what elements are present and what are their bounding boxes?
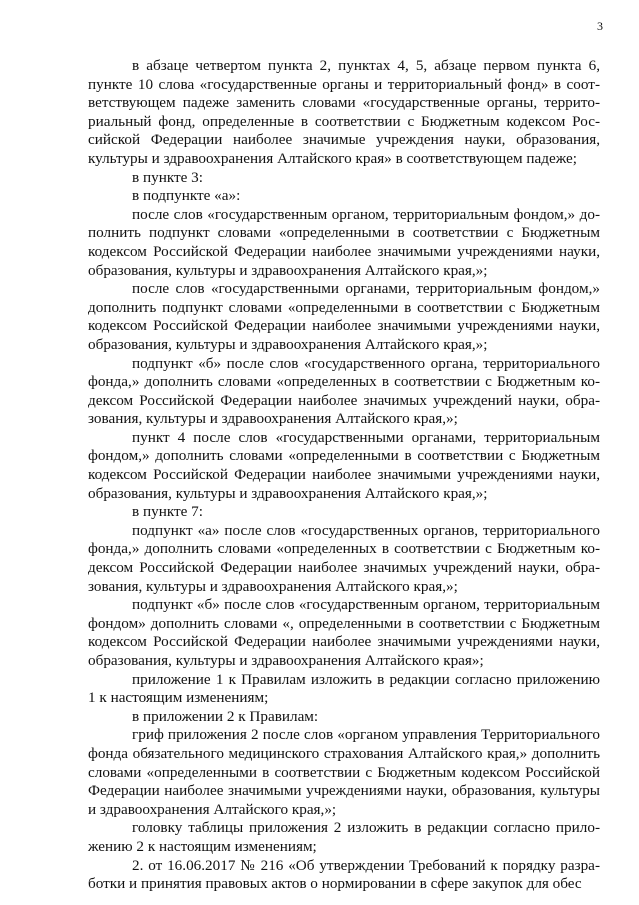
paragraph: после слов «государственными органами, территориальным фондом,» дополнить подпункт словами «определенными в соответствии с Бюджетным кодексом Российской Федерации наиболее значимыми учреждениями науки, образования, культуры и здравоохранения Алтайского края,»; [88, 280, 600, 353]
document-body [88, 57, 600, 894]
paragraph: после слов «государственным органом, территориальным фондом,» дополнить подпункт словами «определенными в соответствии с Бюджетным кодексом Российской Федерации наиболее значимыми учреждениями науки, образования, культуры и здравоохранения Алтайского края,»; [88, 205, 600, 279]
paragraph: в подпункте «а»: [132, 187, 241, 205]
paragraph: подпункт «а» после слов «государственных органов, территориального фонда,» дополнить словами «определенных в соответствии с Бюджетным кодексом Российской Федерации наиболее значимых учреждений науки, образования, культуры и здравоохранения Алтайского края,»; [88, 521, 600, 595]
paragraph: приложение 1 к Правилам изложить в редакции согласно приложению 1 к настоящим изменениям; [88, 670, 600, 707]
paragraph: в пункте 7: [132, 503, 203, 521]
paragraph: подпункт «б» после слов «государственным органом, территориальным фондом» дополнить словами «, определенными в соответствии с Бюджетным кодексом Российской Федерации наиболее значимыми учреждениями науки, образования, культуры и здравоохранения Алтайского края»; [88, 596, 600, 669]
paragraph: пункт 4 после слов «государственными органами, территориальным фондом,» дополнить словами «определенными в соответствии с Бюджетным кодексом Российской Федерации наиболее значимыми учреждениями науки, образования, культуры и здравоохранения Алтайского края,»; [88, 428, 600, 502]
paragraph: головку таблицы приложения 2 изложить в редакции согласно приложению 2 к настоящим изменениям; [88, 819, 600, 855]
paragraph: 2. от 16.06.2017 № 216 «Об утверждении Требований к порядку разработки и принятия правовых актов о нормировании в сфере закупок для обес [88, 856, 600, 893]
paragraph: в абзаце четвертом пункта 2, пунктах 4, 5, абзаце первом пункта 6, пункте 10 слова «государственные органы и территориальный фонд» в соответствующем падеже заменить словами «государственные органы, территориальный фонд, определенные в соответствии с Бюджетным кодексом Российской Федерации наиболее значимые учреждения науки, образования, культуры и здравоохранения Алтайского края» в соответствующем падеже; [88, 57, 600, 167]
paragraph: в приложении 2 к Правилам: [132, 707, 319, 725]
paragraph: гриф приложения 2 после слов «органом управления Территориального фонда обязательного медицинского страхования Алтайского края,» дополнить словами «определенными в соответствии с Бюджетным кодексом Российской Федерации наиболее значимыми учреждениями науки, образования, культуры и здравоохранения Алтайского края,»; [88, 726, 600, 818]
paragraph: в пункте 3: [132, 168, 203, 186]
page-number: 3 [597, 19, 603, 33]
paragraph: подпункт «б» после слов «государственного органа, территориального фонда,» дополнить словами «определенных в соответствии с Бюджетным кодексом Российской Федерации наиболее значимых учреждений науки, образования, культуры и здравоохранения Алтайского края,»; [88, 354, 600, 428]
